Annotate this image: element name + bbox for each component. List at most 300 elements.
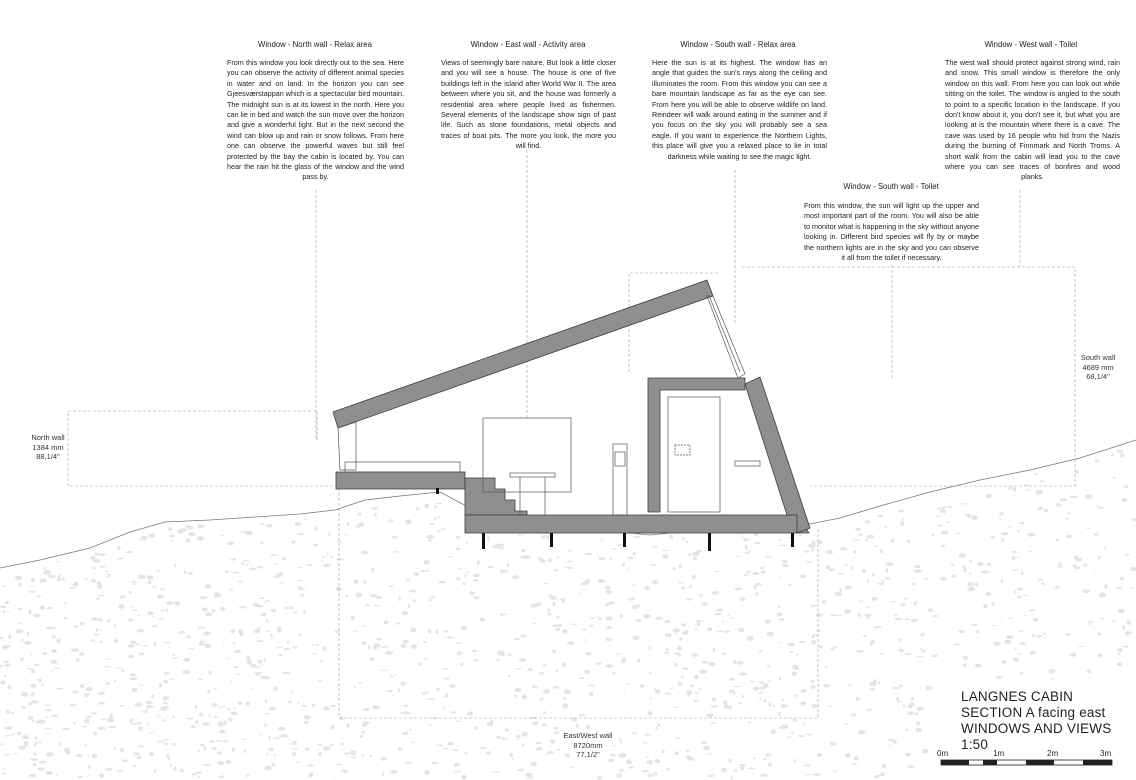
ground-speckle — [261, 541, 264, 544]
ground-speckle — [195, 705, 198, 709]
ground-speckle — [598, 579, 605, 583]
ground-speckle — [473, 596, 479, 599]
ground-speckle — [621, 659, 626, 663]
ground-speckle — [1086, 527, 1090, 529]
ground-speckle — [130, 723, 137, 725]
ground-speckle — [164, 739, 168, 741]
ground-speckle — [523, 555, 531, 559]
ground-speckle — [403, 640, 409, 644]
ground-speckle — [20, 658, 23, 661]
ground-speckle — [239, 606, 246, 608]
ground-speckle — [202, 722, 209, 725]
ground-speckle — [527, 776, 534, 779]
ground-speckle — [87, 755, 90, 756]
ground-speckle — [1037, 635, 1043, 637]
ground-speckle — [810, 685, 815, 689]
ground-speckle — [1066, 535, 1073, 538]
ground-speckle — [605, 586, 610, 590]
ground-speckle — [1085, 494, 1093, 498]
ground-speckle — [646, 760, 653, 764]
ground-speckle — [765, 619, 770, 623]
ground-speckle — [199, 561, 201, 562]
ground-speckle — [426, 535, 434, 539]
partition — [483, 418, 571, 492]
ground-speckle — [1123, 645, 1129, 647]
ground-speckle — [236, 674, 241, 675]
ground-speckle — [1073, 556, 1078, 559]
ground-speckle — [364, 708, 370, 711]
ground-speckle — [1120, 453, 1125, 458]
ground-speckle — [498, 547, 505, 549]
ground-speckle — [1027, 533, 1035, 537]
ground-speckle — [589, 625, 594, 627]
ground-speckle — [163, 642, 171, 643]
ground-speckle — [38, 767, 45, 770]
ground-speckle — [844, 609, 851, 613]
ground-speckle — [116, 558, 123, 560]
ground-speckle — [917, 707, 920, 709]
ground-speckle — [436, 745, 444, 747]
ground-speckle — [674, 751, 679, 755]
ground-speckle — [816, 630, 820, 632]
ground-speckle — [381, 757, 387, 761]
ground-speckle — [662, 554, 668, 559]
ground-speckle — [122, 759, 127, 762]
ground-speckle — [667, 768, 671, 770]
ground-speckle — [963, 567, 967, 572]
ground-speckle — [679, 637, 683, 640]
ground-speckle — [425, 691, 430, 692]
ground-speckle — [98, 692, 105, 695]
cabin-section — [333, 280, 810, 533]
ground-speckle — [401, 712, 403, 714]
ground-speckle — [194, 772, 202, 774]
ground-speckle — [851, 566, 853, 569]
ground-speckle — [268, 749, 274, 752]
ground-speckle — [986, 592, 992, 596]
ground-speckle — [903, 704, 905, 708]
ground-speckle — [767, 680, 771, 682]
ground-speckle — [385, 651, 393, 655]
ground-speckle — [289, 743, 294, 745]
ground-speckle — [867, 579, 869, 583]
ground-speckle — [11, 734, 14, 736]
ground-speckle — [1117, 648, 1123, 652]
ground-speckle — [742, 535, 744, 537]
ground-speckle — [80, 622, 85, 626]
eastwest-wall-label — [548, 731, 628, 760]
ground-speckle — [391, 770, 398, 773]
ground-speckle — [652, 580, 658, 585]
ground-speckle — [94, 553, 98, 555]
ground-speckle — [642, 770, 649, 772]
ground-speckle — [556, 628, 560, 631]
ground-speckle — [865, 539, 868, 541]
ground-speckle — [793, 759, 795, 764]
ground-speckle — [916, 656, 924, 658]
ground-speckle — [474, 726, 478, 730]
ground-speckle — [266, 524, 273, 527]
ground-speckle — [863, 635, 867, 637]
ground-speckle — [141, 711, 148, 712]
ground-speckle — [882, 580, 885, 583]
ground-speckle — [905, 653, 912, 655]
ground-speckle — [685, 598, 692, 601]
ground-speckle — [73, 582, 78, 585]
ground-speckle — [1101, 617, 1105, 619]
ground-speckle — [347, 522, 350, 526]
ground-speckle — [424, 504, 429, 508]
ground-speckle — [117, 546, 120, 550]
ground-speckle — [759, 687, 766, 690]
ground-speckle — [352, 631, 358, 632]
ground-speckle — [777, 711, 781, 716]
ground-speckle — [694, 675, 698, 679]
ground-speckle — [447, 637, 454, 639]
ground-speckle — [305, 748, 310, 751]
ground-speckle — [706, 713, 713, 717]
ground-speckle — [870, 640, 875, 644]
ground-speckle — [662, 750, 665, 754]
ground-speckle — [107, 619, 111, 622]
ground-speckle — [851, 763, 856, 765]
ground-speckle — [249, 568, 257, 570]
ground-speckle — [215, 592, 217, 594]
ground-speckle — [674, 737, 681, 739]
ground-speckle — [968, 587, 976, 591]
ground-speckle — [490, 720, 493, 725]
ground-speckle — [1051, 669, 1055, 671]
ground-speckle — [29, 591, 35, 593]
ground-speckle — [391, 536, 397, 538]
ground-speckle — [119, 705, 124, 707]
ground-speckle — [811, 640, 817, 645]
ground-speckle — [266, 631, 271, 632]
ground-speckle — [1001, 538, 1003, 542]
ground-speckle — [323, 746, 330, 750]
ground-speckle — [724, 705, 729, 709]
ground-speckle — [258, 597, 265, 599]
ground-speckle — [3, 610, 6, 613]
ground-speckle — [217, 761, 224, 765]
ground-speckle — [712, 591, 719, 595]
ground-speckle — [447, 742, 453, 746]
ground-speckle — [893, 687, 900, 689]
ground-speckle — [400, 682, 405, 686]
ground-speckle — [858, 601, 863, 602]
ground-speckle — [56, 579, 61, 581]
ground-speckle — [344, 534, 348, 535]
ground-speckle — [899, 638, 902, 641]
ground-speckle — [91, 640, 95, 642]
ground-speckle — [571, 766, 574, 768]
ground-speckle — [582, 629, 588, 631]
ground-speckle — [257, 566, 263, 568]
ground-speckle — [838, 615, 842, 616]
ground-speckle — [232, 642, 235, 644]
ground-speckle — [1029, 551, 1033, 553]
ground-speckle — [464, 752, 467, 755]
ground-speckle — [245, 531, 253, 536]
ground-speckle — [376, 638, 382, 641]
ground-speckle — [958, 630, 964, 633]
ground-speckle — [1093, 533, 1098, 536]
ground-speckle — [556, 616, 559, 619]
ground-speckle — [391, 675, 394, 678]
ground-speckle — [767, 665, 770, 667]
ground-speckle — [458, 568, 462, 569]
ground-speckle — [796, 669, 799, 671]
ground-speckle — [298, 633, 301, 636]
scale-label-0: 0m — [937, 749, 949, 758]
ground-speckle — [963, 656, 968, 660]
ground-speckle — [88, 765, 90, 769]
ground-speckle — [804, 724, 806, 725]
ground-speckle — [522, 744, 525, 747]
ground-speckle — [623, 693, 625, 694]
ground-speckle — [869, 682, 876, 686]
ground-speckle — [628, 557, 634, 560]
ground-speckle — [300, 594, 304, 597]
ground-speckle — [330, 705, 337, 707]
ground-speckle — [153, 642, 157, 646]
ground-speckle — [803, 550, 810, 552]
ground-speckle — [619, 544, 623, 546]
ground-speckle — [1060, 498, 1068, 501]
ground-speckle — [261, 664, 264, 666]
ground-speckle — [781, 560, 787, 563]
table — [510, 473, 555, 477]
ground-speckle — [266, 619, 269, 623]
north-window-title: Window - North wall - Relax area — [258, 40, 372, 49]
ground-speckle — [220, 607, 225, 611]
ground-speckle — [547, 608, 550, 611]
ground-speckle — [31, 670, 36, 673]
ground-speckle — [445, 694, 448, 698]
steps — [465, 478, 527, 515]
ground-speckle — [319, 660, 323, 662]
ground-speckle — [1087, 669, 1092, 673]
ground-speckle — [413, 599, 416, 602]
ground-speckle — [434, 505, 437, 508]
ground-speckle — [264, 766, 272, 771]
ground-speckle — [734, 588, 742, 591]
ground-speckle — [214, 688, 218, 690]
ground-speckle — [372, 705, 379, 709]
ground-speckle — [441, 528, 447, 530]
ground-speckle — [779, 545, 787, 546]
ground-speckle — [916, 722, 921, 725]
ground-speckle — [666, 648, 669, 652]
ground-speckle — [472, 650, 477, 652]
ground-speckle — [891, 539, 895, 543]
ground-speckle — [781, 725, 788, 729]
ground-speckle — [56, 561, 59, 563]
ground-speckle — [571, 624, 576, 625]
ground-speckle — [617, 653, 621, 654]
ground-speckle — [689, 585, 692, 588]
ground-speckle — [106, 682, 110, 685]
ground-speckle — [759, 681, 764, 683]
ground-speckle — [1017, 530, 1020, 532]
ground-speckle — [15, 629, 23, 633]
ground-speckle — [443, 668, 448, 670]
ground-speckle — [462, 775, 467, 780]
ground-speckle — [226, 760, 232, 764]
ground-speckle — [886, 562, 894, 566]
ground-speckle — [514, 695, 517, 698]
ground-speckle — [241, 562, 244, 565]
ground-speckle — [492, 771, 500, 772]
ground-speckle — [44, 567, 46, 570]
ground-speckle — [197, 750, 200, 753]
ground-speckle — [174, 564, 177, 567]
ground-speckle — [971, 516, 979, 520]
ground-speckle — [318, 752, 322, 756]
ground-speckle — [62, 728, 70, 730]
ground-speckle — [172, 743, 177, 746]
ground-speckle — [259, 523, 265, 525]
ground-speckle — [197, 679, 203, 681]
ground-speckle — [846, 685, 851, 686]
ground-speckle — [269, 707, 276, 710]
ground-speckle — [791, 732, 794, 734]
ground-speckle — [424, 770, 430, 775]
ground-speckle — [304, 715, 311, 720]
ground-speckle — [707, 627, 712, 631]
ground-speckle — [746, 636, 754, 641]
ground-speckle — [252, 603, 259, 607]
ground-speckle — [699, 670, 707, 674]
ground-speckle — [362, 642, 365, 646]
ground-speckle — [654, 687, 656, 691]
ground-speckle — [7, 685, 11, 689]
ground-speckle — [590, 617, 595, 619]
ground-speckle — [87, 715, 92, 718]
ground-speckle — [1014, 590, 1017, 593]
ground-speckle — [323, 556, 326, 558]
ground-speckle — [130, 606, 133, 608]
ground-speckle — [388, 585, 393, 587]
ground-speckle — [668, 633, 672, 637]
ground-speckle — [880, 549, 883, 553]
ground-speckle — [374, 513, 376, 517]
ground-speckle — [544, 583, 549, 585]
ground-speckle — [664, 652, 669, 654]
ground-speckle — [164, 743, 169, 745]
ground-speckle — [427, 698, 435, 700]
ground-speckle — [753, 757, 756, 759]
ground-speckle — [650, 697, 652, 699]
south-wall-label — [1068, 353, 1128, 382]
ground-speckle — [536, 742, 541, 745]
ground-speckle — [331, 725, 336, 729]
ground-speckle — [508, 675, 511, 677]
ground-speckle — [437, 517, 440, 519]
ground-speckle — [96, 597, 99, 601]
ground-speckle — [632, 732, 637, 734]
ground-speckle — [697, 622, 700, 626]
ground-speckle — [129, 673, 136, 676]
scale-label-3: 3m — [1100, 749, 1112, 758]
ground-speckle — [50, 660, 57, 664]
ground-speckle — [205, 612, 213, 616]
ground-speckle — [256, 640, 263, 642]
ground-speckle — [1013, 487, 1016, 492]
ground-speckle — [742, 695, 744, 698]
ground-speckle — [64, 748, 71, 753]
ground-speckle — [1012, 556, 1016, 560]
ground-speckle — [787, 643, 795, 647]
ground-speckle — [682, 537, 685, 540]
ground-speckle — [486, 751, 491, 754]
ground-speckle — [273, 686, 277, 691]
ground-speckle — [699, 688, 702, 690]
ground-speckle — [135, 702, 142, 706]
ground-speckle — [1131, 587, 1134, 589]
ground-speckle — [708, 753, 711, 754]
ground-speckle — [46, 716, 48, 719]
west-window-text: The west wall should protect against strong wind, rain and snow. This small window is therefore the only window on this wall. From here you can look out while sitting on the toilet. The window is angled to the south to point to a specific location in the landscape. If you don't know about it, you don't see it, but what you are looking at is the mountain where there is a cave. The cave was used by 16 people who hid from the Nazis during the burning of Finnmark and North Troms. A short walk from the cabin will lead you to the cave where you can see traces of bonfires and wood planks. — [945, 58, 1120, 182]
ground-speckle — [1089, 623, 1091, 626]
ground-speckle — [324, 564, 332, 567]
ground-speckle — [157, 741, 164, 743]
ground-speckle — [1130, 567, 1136, 571]
ground-speckle — [242, 739, 246, 740]
ground-speckle — [870, 688, 875, 691]
ground-speckle — [900, 521, 905, 525]
ground-speckle — [1087, 621, 1094, 623]
ground-speckle — [912, 583, 915, 585]
ground-speckle — [244, 750, 246, 753]
ground-speckle — [145, 701, 152, 704]
ground-speckle — [1118, 609, 1125, 613]
ground-speckle — [250, 687, 252, 689]
ground-speckle — [30, 758, 38, 761]
ground-speckle — [999, 519, 1002, 521]
ground-speckle — [91, 579, 96, 583]
ground-speckle — [895, 618, 902, 621]
ground-speckle — [270, 634, 273, 637]
ground-speckle — [152, 586, 157, 588]
ground-speckle — [283, 672, 291, 675]
ground-speckle — [162, 708, 166, 711]
ground-speckle — [619, 769, 624, 772]
ground-speckle — [792, 719, 797, 722]
ground-speckle — [673, 628, 680, 632]
ground-speckle — [707, 775, 714, 778]
ground-speckle — [996, 676, 1003, 679]
door — [668, 397, 720, 512]
ground-speckle — [518, 534, 524, 536]
ground-speckle — [173, 766, 176, 771]
ground-speckle — [147, 575, 154, 580]
north-wall-inch: 88,1/4" — [36, 452, 60, 461]
ground-speckle — [941, 531, 948, 535]
ground-speckle — [31, 692, 36, 695]
ground-speckle — [612, 672, 615, 675]
ground-speckle — [178, 631, 185, 634]
ground-speckle — [1011, 551, 1017, 553]
ground-speckle — [778, 606, 781, 608]
ground-speckle — [271, 637, 274, 639]
ground-speckle — [487, 536, 490, 541]
ground-speckle — [548, 558, 553, 562]
ground-speckle — [218, 706, 226, 707]
south-relax-window-text: Here the sun is at its highest. The window has an angle that guides the sun's rays along the ceiling and illuminates the room. From this window you can see a bare mountain landscape as far as the eye can see. From here you will be able to observe wildlife on land. Reindeer will walk around eating in the summer and if you focus on the sky you will probably see a sea eagle. If you want to experience the Northern Lights, this place will give you a relaxed place to lie in total darkness while waiting to see the magic light. — [652, 58, 827, 161]
ground-speckle — [735, 556, 740, 558]
ground-speckle — [395, 622, 400, 625]
